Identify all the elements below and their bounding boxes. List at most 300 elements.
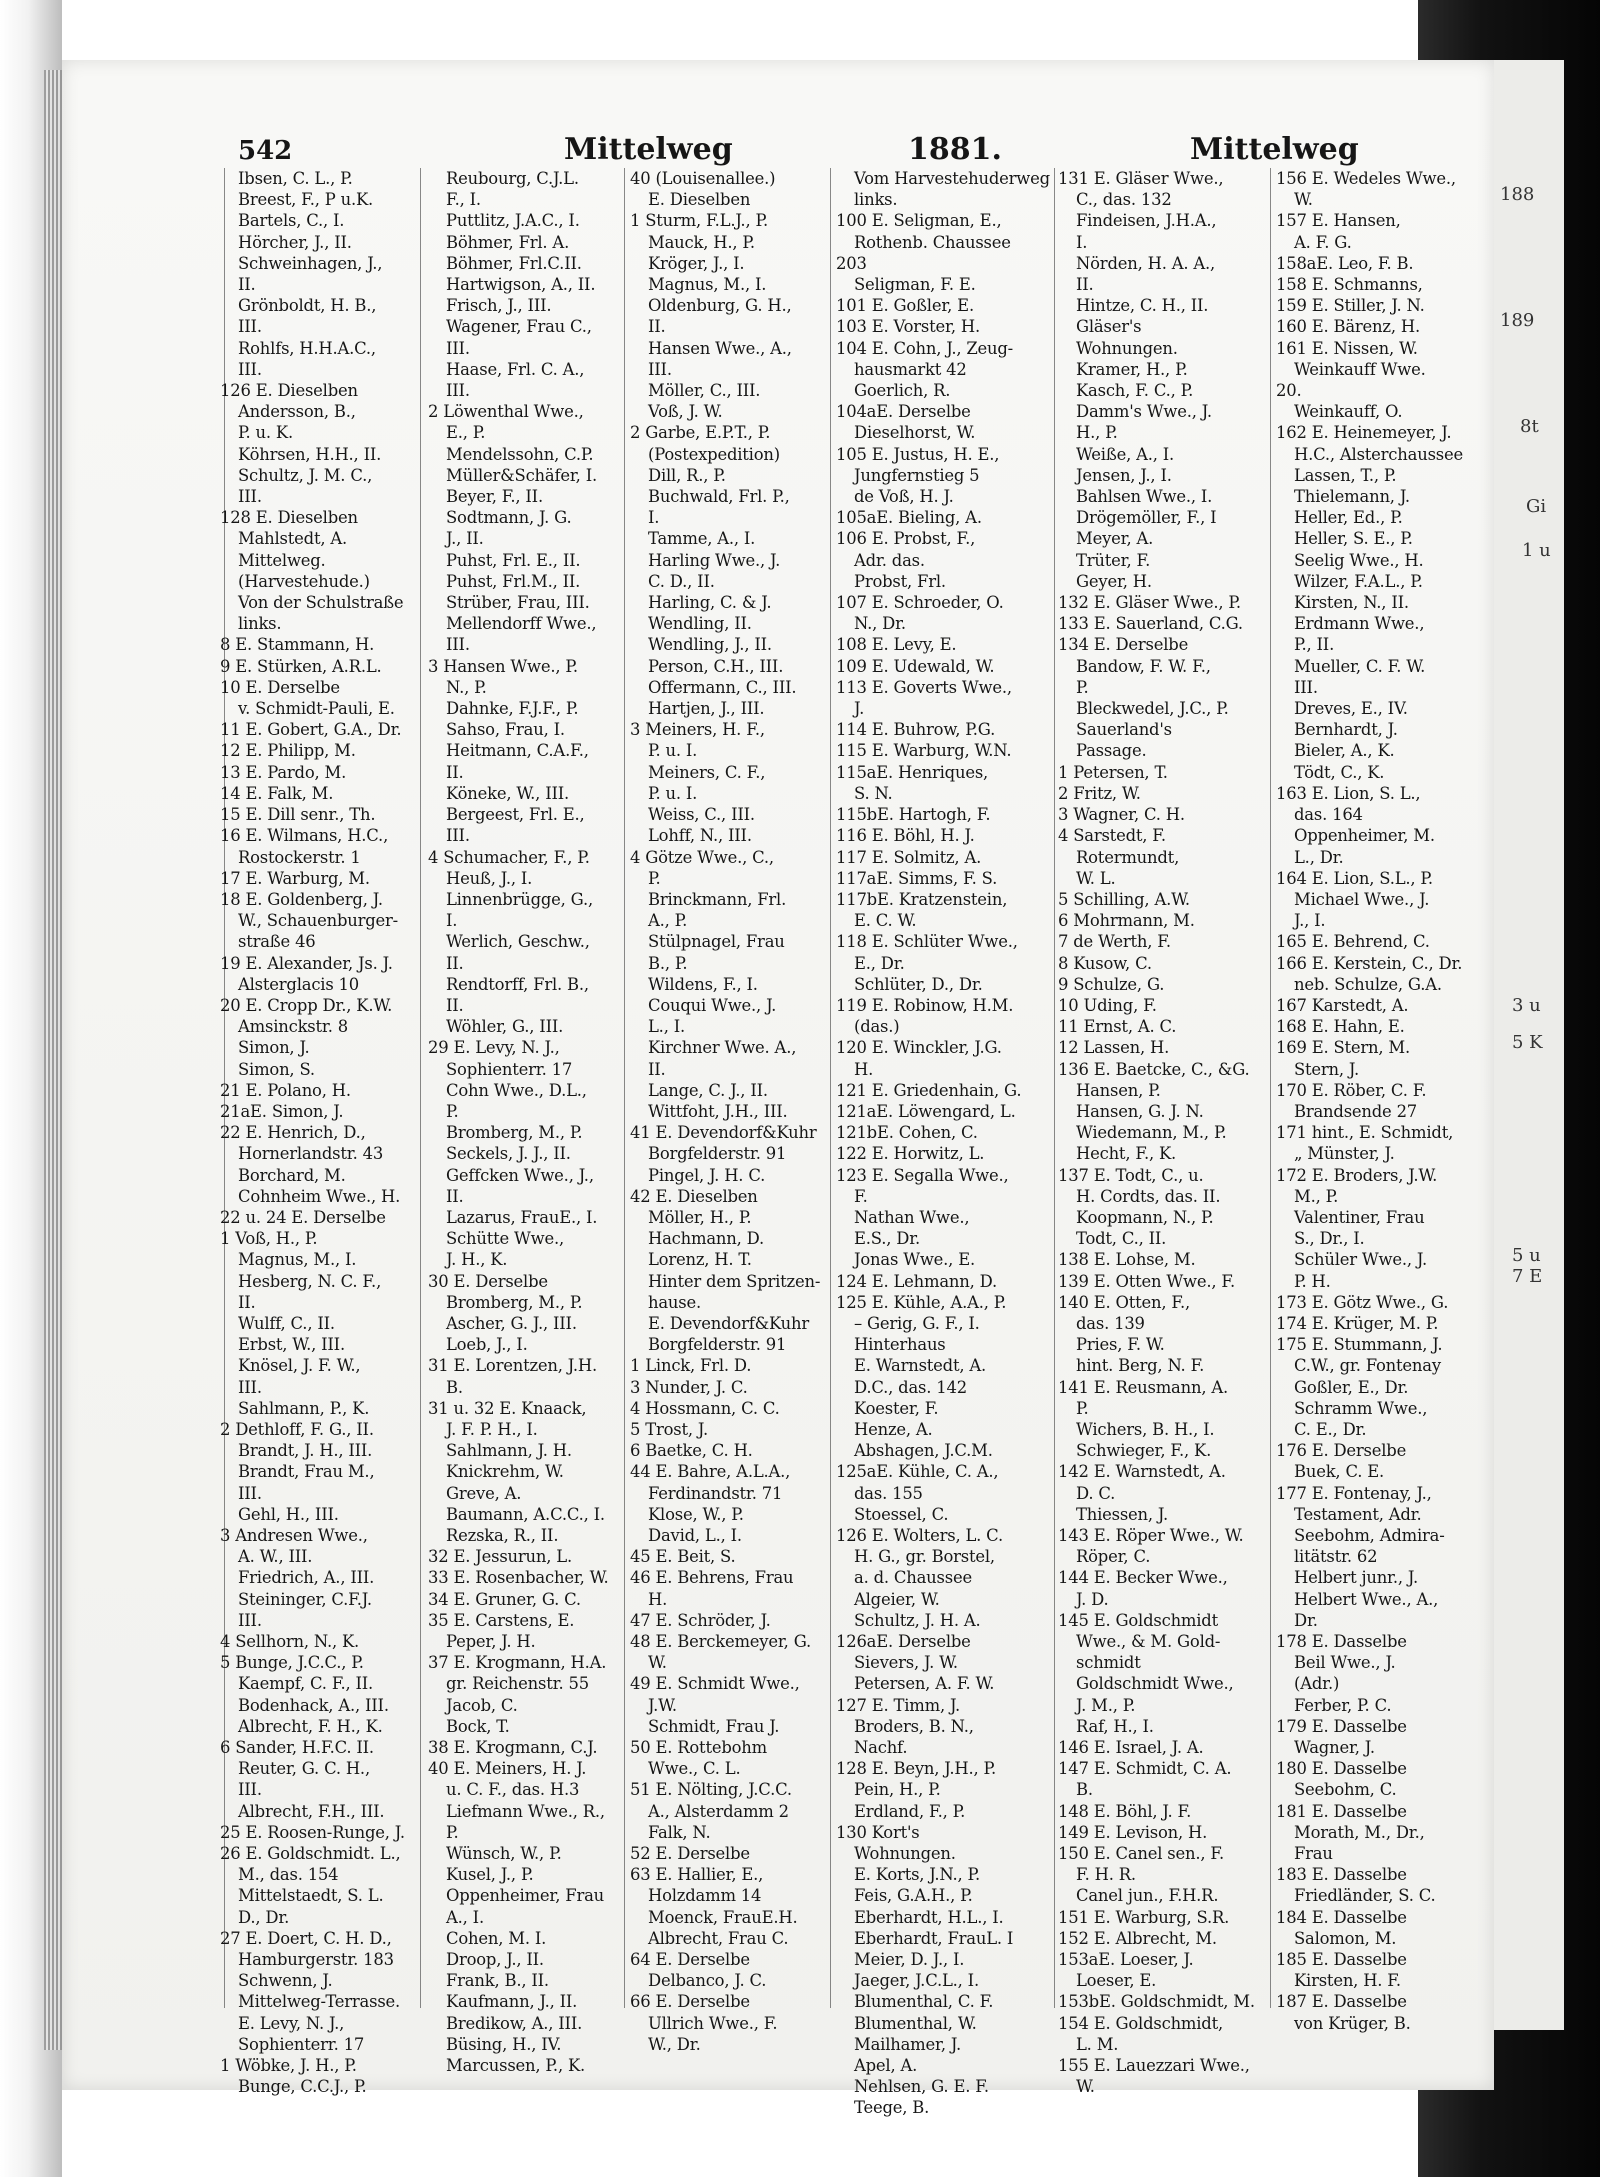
- directory-entry: Meier, D. J., I.: [854, 1950, 965, 1970]
- directory-entry: Köhrsen, H.H., II.: [238, 444, 382, 464]
- directory-entry: 31 u. 32 E. Knaack,: [428, 1398, 587, 1418]
- directory-entry: Tamme, A., I.: [648, 529, 756, 549]
- directory-entry: 144 E. Becker Wwe.,: [1058, 1568, 1228, 1588]
- column-divider: [1054, 168, 1055, 2008]
- directory-entry: Alsterglacis 10: [238, 974, 360, 994]
- directory-entry: 17 E. Warburg, M.: [220, 868, 370, 888]
- directory-entry: 171 hint., E. Schmidt,: [1276, 1123, 1454, 1143]
- directory-entry: H. G., gr. Borstel,: [854, 1547, 995, 1567]
- directory-entry: Dr.: [1294, 1610, 1318, 1630]
- directory-entry: 149 E. Levison, H.: [1058, 1822, 1208, 1842]
- page-number: 542: [238, 136, 293, 166]
- directory-entry: Bredikow, A., III.: [446, 2013, 583, 2033]
- directory-entry: Pries, F. W.: [1076, 1335, 1165, 1355]
- directory-entry: 162 E. Heinemeyer, J.: [1276, 423, 1452, 443]
- directory-entry: Simon, J.: [238, 1038, 310, 1058]
- directory-entry: 166 E. Kerstein, C., Dr.: [1276, 953, 1463, 973]
- directory-entry: Bahlsen Wwe., I.: [1076, 487, 1213, 507]
- directory-entry: Schramm Wwe.,: [1294, 1398, 1428, 1418]
- directory-entry: Hansen, P.: [1076, 1080, 1161, 1100]
- directory-entry: Bergeest, Frl. E.,: [446, 805, 585, 825]
- directory-entry: Wendling, II.: [648, 614, 752, 634]
- directory-entry: C., das. 132: [1076, 190, 1172, 210]
- directory-entry: Goerlich, R.: [854, 381, 951, 401]
- directory-entry: Knösel, J. F. W.,: [238, 1356, 361, 1376]
- directory-entry: Wohnungen.: [1076, 338, 1178, 358]
- directory-entry: II.: [238, 1292, 256, 1312]
- directory-entry: 49 E. Schmidt Wwe.,: [630, 1674, 800, 1694]
- directory-entry: Friedländer, S. C.: [1294, 1886, 1436, 1906]
- directory-entry: 121aE. Löwengard, L.: [836, 1101, 1016, 1121]
- directory-entry: Brandsende 27: [1294, 1101, 1418, 1121]
- directory-entry: (Adr.): [1294, 1674, 1340, 1694]
- directory-entry: 66 E. Derselbe: [630, 1992, 750, 2012]
- directory-entry: 103 E. Vorster, H.: [836, 317, 980, 337]
- directory-entry: 155 E. Lauezzari Wwe.,: [1058, 2056, 1250, 2076]
- directory-entry: a. d. Chaussee: [854, 1568, 972, 1588]
- directory-entry: II.: [238, 275, 256, 295]
- directory-entry: 121 E. Griedenhain, G.: [836, 1080, 1022, 1100]
- directory-entry: Sahso, Frau, I.: [446, 720, 565, 740]
- directory-entry: Buchwald, Frl. P.,: [648, 487, 790, 507]
- directory-entry: 159 E. Stiller, J. N.: [1276, 296, 1425, 316]
- directory-entry: Raf, H., I.: [1076, 1716, 1154, 1736]
- directory-entry: Möller, C., III.: [648, 381, 761, 401]
- directory-entry: 187 E. Dasselbe: [1276, 1992, 1407, 2012]
- directory-entry: B., P.: [648, 953, 688, 973]
- directory-entry: Loeb, J., I.: [446, 1335, 528, 1355]
- directory-entry: Hesberg, N. C. F.,: [238, 1271, 382, 1291]
- directory-entry: Lange, C. J., II.: [648, 1080, 768, 1100]
- directory-entry: 165 E. Behrend, C.: [1276, 932, 1430, 952]
- directory-entry: links.: [854, 190, 898, 210]
- directory-entry: Offermann, C., III.: [648, 677, 797, 697]
- directory-entry: Albrecht, Frau C.: [648, 1928, 789, 1948]
- directory-entry: 156 E. Wedeles Wwe.,: [1276, 169, 1456, 188]
- directory-entry: Trüter, F.: [1076, 550, 1151, 570]
- directory-entry: Kirsten, N., II.: [1294, 593, 1409, 613]
- directory-entry: Kirchner Wwe. A.,: [648, 1038, 797, 1058]
- directory-entry: straße 46: [238, 932, 316, 952]
- directory-entry: 172 E. Broders, J.W.: [1276, 1165, 1438, 1185]
- directory-entry: Borgfelderstr. 91: [648, 1144, 787, 1164]
- directory-entry: Schweinhagen, J.,: [238, 253, 383, 273]
- directory-entry: Kramer, H., P.: [1076, 359, 1188, 379]
- directory-entry: 32 E. Jessurun, L.: [428, 1547, 572, 1567]
- directory-entry: Testament, Adr.: [1294, 1504, 1422, 1524]
- directory-entry: Nachf.: [854, 1738, 908, 1758]
- directory-entry: P. H.: [1294, 1271, 1331, 1291]
- directory-entry: Voß, J. W.: [648, 402, 723, 422]
- directory-entry: E. Dieselben: [648, 190, 751, 210]
- directory-entry: Wichers, B. H., I.: [1076, 1419, 1215, 1439]
- directory-entry: 169 E. Stern, M.: [1276, 1038, 1410, 1058]
- directory-entry: Dreves, E., IV.: [1294, 699, 1408, 719]
- directory-entry: Albrecht, F.H., III.: [238, 1801, 385, 1821]
- directory-entry: 101 E. Goßler, E.: [836, 296, 974, 316]
- directory-entry: 115bE. Hartogh, F.: [836, 805, 991, 825]
- directory-entry: Lohff, N., III.: [648, 826, 752, 846]
- directory-entry: Passage.: [1076, 741, 1147, 761]
- directory-entry: 163 E. Lion, S. L.,: [1276, 783, 1421, 803]
- next-page-fragment: [1494, 60, 1564, 2030]
- directory-entry: Eberhardt, FrauL. I: [854, 1928, 1014, 1948]
- directory-entry: 160 E. Bärenz, H.: [1276, 317, 1420, 337]
- directory-entry: 20.: [1276, 381, 1302, 401]
- directory-entry: 161 E. Nissen, W.: [1276, 338, 1418, 358]
- directory-entry: Möller, H., P.: [648, 1207, 752, 1227]
- directory-entry: Heitmann, C.A.F.,: [446, 741, 589, 761]
- directory-entry: III.: [446, 635, 470, 655]
- directory-entry: Stern, J.: [1294, 1059, 1360, 1079]
- directory-entry: Harling, C. & J.: [648, 593, 772, 613]
- directory-entry: 117bE. Kratzenstein,: [836, 889, 1008, 909]
- directory-entry: 35 E. Carstens, E.: [428, 1610, 575, 1630]
- edge-number: 7 E: [1512, 1266, 1543, 1287]
- directory-entry: 34 E. Gruner, G. C.: [428, 1589, 581, 1609]
- directory-entry: Seelig Wwe., H.: [1294, 550, 1424, 570]
- directory-entry: Hachmann, D.: [648, 1229, 765, 1249]
- directory-entry: Bromberg, M., P.: [446, 1292, 583, 1312]
- edge-number: 188: [1500, 184, 1535, 205]
- directory-entry: Röper, C.: [1076, 1547, 1151, 1567]
- directory-entry: Bartels, C., I.: [238, 211, 345, 231]
- directory-entry: 4 Hossmann, C. C.: [630, 1398, 780, 1418]
- directory-entry: Geffcken Wwe., J.,: [446, 1165, 594, 1185]
- directory-entry: J.: [854, 699, 865, 719]
- directory-entry: Seckels, J. J., II.: [446, 1144, 571, 1164]
- street-title-left: Mittelweg: [564, 132, 733, 167]
- directory-entry: 154 E. Goldschmidt,: [1058, 2013, 1223, 2033]
- directory-entry: Nathan Wwe.,: [854, 1207, 970, 1227]
- directory-entry: (das.): [854, 1017, 900, 1037]
- directory-entry: E., Dr.: [854, 953, 905, 973]
- directory-entry: v. Schmidt-Pauli, E.: [238, 699, 395, 719]
- directory-entry: Ferdinandstr. 71: [648, 1483, 783, 1503]
- edge-number: 1 u: [1522, 540, 1551, 561]
- directory-entry: 104aE. Derselbe: [836, 402, 971, 422]
- directory-entry: das. 155: [854, 1483, 923, 1503]
- directory-entry: J. D.: [1076, 1589, 1109, 1609]
- directory-entry: 184 E. Dasselbe: [1276, 1907, 1407, 1927]
- directory-entry: Simon, S.: [238, 1059, 315, 1079]
- directory-entry: 131 E. Gläser Wwe.,: [1058, 169, 1224, 188]
- directory-entry: Sodtmann, J. G.: [446, 508, 572, 528]
- directory-entry: Koester, F.: [854, 1398, 939, 1418]
- directory-entry: 140 E. Otten, F.,: [1058, 1292, 1191, 1312]
- directory-entry: Wittfoht, J.H., III.: [648, 1101, 788, 1121]
- directory-entry: Morath, M., Dr.,: [1294, 1822, 1425, 1842]
- directory-entry: 2 Löwenthal Wwe.,: [428, 402, 584, 422]
- directory-entry: neb. Schulze, G.A.: [1294, 974, 1442, 994]
- directory-entry: 1 Voß, H., P.: [220, 1229, 318, 1249]
- directory-entry: 4 Götze Wwe., C.,: [630, 847, 774, 867]
- directory-entry: 177 E. Fontenay, J.,: [1276, 1483, 1432, 1503]
- directory-entry: P.: [446, 1822, 459, 1842]
- directory-entry: Pein, H., P.: [854, 1780, 941, 1800]
- directory-entry: E.S., Dr.: [854, 1229, 921, 1249]
- directory-entry: hint. Berg, N. F.: [1076, 1356, 1205, 1376]
- directory-entry: Kirsten, H. F.: [1294, 1971, 1401, 1991]
- directory-entry: Hintze, C. H., II.: [1076, 296, 1209, 316]
- directory-entry: Sievers, J. W.: [854, 1653, 958, 1673]
- directory-entry: Michael Wwe., J.: [1294, 889, 1430, 909]
- directory-entry: Weiss, C., III.: [648, 805, 755, 825]
- directory-entry: Marcussen, P., K.: [446, 2056, 586, 2076]
- directory-entry: 5 Trost, J.: [630, 1419, 708, 1439]
- directory-entry: E. Warnstedt, A.: [854, 1356, 987, 1376]
- directory-entry: A., I.: [446, 1907, 484, 1927]
- directory-entry: Frank, B., II.: [446, 1971, 549, 1991]
- directory-entry: Weinkauff, O.: [1294, 402, 1403, 422]
- directory-entry: 46 E. Behrens, Frau: [630, 1568, 794, 1588]
- directory-entry: Rothenb. Chaussee: [854, 232, 1011, 252]
- directory-entry: Mellendorff Wwe.,: [446, 614, 597, 634]
- directory-entry: 47 E. Schröder, J.: [630, 1610, 771, 1630]
- directory-entry: 3 Andresen Wwe.,: [220, 1526, 368, 1545]
- directory-entry: Canel jun., F.H.R.: [1076, 1886, 1219, 1906]
- directory-entry: 147 E. Schmidt, C. A.: [1058, 1759, 1232, 1779]
- directory-entry: Teege, B.: [854, 2098, 930, 2118]
- directory-entry: III.: [238, 317, 262, 337]
- directory-entry: Sophienterr. 17: [238, 2034, 365, 2054]
- directory-entry: Hinterhaus: [854, 1335, 946, 1355]
- directory-entry: C. D., II.: [648, 571, 715, 591]
- directory-entry: 128 E. Dieselben: [220, 508, 358, 528]
- directory-entry: III.: [648, 359, 672, 379]
- directory-entry: 137 E. Todt, C., u.: [1058, 1165, 1204, 1185]
- directory-entry: 4 Schumacher, F., P.: [428, 847, 590, 867]
- directory-entry: 2 Fritz, W.: [1058, 783, 1141, 803]
- directory-entry: Moenck, FrauE.H.: [648, 1907, 798, 1927]
- directory-entry: Schwieger, F., K.: [1076, 1441, 1212, 1461]
- directory-entry: Jaeger, J.C.L., I.: [854, 1971, 979, 1991]
- directory-entry: M., das. 154: [238, 1865, 339, 1885]
- directory-entry: 138 E. Lohse, M.: [1058, 1250, 1196, 1270]
- directory-entry: Wulff, C., II.: [238, 1313, 335, 1333]
- directory-entry: P.: [1076, 1398, 1089, 1418]
- directory-entry: 130 Kort's: [836, 1822, 920, 1842]
- directory-entry: Henze, A.: [854, 1419, 933, 1439]
- directory-entry: J. H., K.: [446, 1250, 508, 1270]
- directory-entry: Ferber, P. C.: [1294, 1695, 1392, 1715]
- directory-entry: Weinkauff Wwe.: [1294, 359, 1426, 379]
- directory-entry: J.W.: [648, 1695, 677, 1715]
- directory-entry: (Harvestehude.): [238, 571, 370, 591]
- directory-entry: 134 E. Derselbe: [1058, 635, 1189, 655]
- directory-entry: Hornerlandstr. 43: [238, 1144, 384, 1164]
- directory-entry: 203: [836, 253, 867, 273]
- directory-entry: 121bE. Cohen, C.: [836, 1123, 978, 1143]
- directory-entry: Gläser's: [1076, 317, 1142, 337]
- directory-entry: Jonas Wwe., E.: [854, 1250, 975, 1270]
- directory-entry: 64 E. Derselbe: [630, 1950, 750, 1970]
- directory-entry: das. 139: [1076, 1313, 1145, 1333]
- directory-entry: 133 E. Sauerland, C.G.: [1058, 614, 1243, 634]
- directory-entry: 1 Petersen, T.: [1058, 762, 1168, 782]
- directory-entry: 16 E. Wilmans, H.C.,: [220, 826, 389, 846]
- directory-entry: Borgfelderstr. 91: [648, 1335, 787, 1355]
- directory-entry: 127 E. Timm, J.: [836, 1695, 961, 1715]
- directory-entry: 109 E. Udewald, W.: [836, 656, 995, 676]
- directory-entry: Bromberg, M., P.: [446, 1123, 583, 1143]
- edge-number: 5 u: [1512, 1245, 1541, 1266]
- directory-entry: Person, C.H., III.: [648, 656, 784, 676]
- directory-entry: 118 E. Schlüter Wwe.,: [836, 932, 1018, 952]
- directory-entry: Bunge, C.C.J., P.: [238, 2077, 367, 2097]
- directory-entry: Bandow, F. W. F.,: [1076, 656, 1211, 676]
- directory-entry: Rohlfs, H.H.A.C.,: [238, 338, 376, 358]
- directory-entry: 105 E. Justus, H. E.,: [836, 444, 1000, 464]
- directory-entry: 116 E. Böhl, H. J.: [836, 826, 975, 846]
- directory-entry: Bleckwedel, J.C., P.: [1076, 699, 1229, 719]
- directory-entry: Wendling, J., II.: [648, 635, 772, 655]
- directory-entry: Mittelstaedt, S. L.: [238, 1886, 384, 1906]
- directory-entry: Bodenhack, A., III.: [238, 1695, 389, 1715]
- directory-entry: 148 E. Böhl, J. F.: [1058, 1801, 1192, 1821]
- directory-entry: Bernhardt, J.: [1294, 720, 1398, 740]
- directory-entry: Holzdamm 14: [648, 1886, 762, 1906]
- directory-entry: Lazarus, FrauE., I.: [446, 1207, 598, 1227]
- directory-entry: links.: [238, 614, 282, 634]
- directory-entry: Lassen, T., P.: [1294, 465, 1397, 485]
- directory-entry: Wohnungen.: [854, 1844, 956, 1864]
- directory-entry: J., II.: [446, 529, 484, 549]
- directory-entry: Loeser, E.: [1076, 1971, 1157, 1991]
- directory-entry: P.: [446, 1101, 459, 1121]
- directory-entry: Heller, Ed., P.: [1294, 508, 1403, 528]
- directory-entry: Cohnheim Wwe., H.: [238, 1186, 401, 1206]
- directory-entry: F. H. R.: [1076, 1865, 1136, 1885]
- directory-entry: Todt, C., II.: [1076, 1229, 1167, 1249]
- directory-entry: Borchard, M.: [238, 1165, 346, 1185]
- directory-entry: 120 E. Winckler, J.G.: [836, 1038, 1002, 1058]
- directory-entry: 30 E. Derselbe: [428, 1271, 548, 1291]
- directory-entry: 27 E. Doert, C. H. D.,: [220, 1928, 392, 1948]
- directory-entry: Kusel, J., P.: [446, 1865, 534, 1885]
- edge-number: 8t: [1520, 416, 1539, 437]
- directory-entry: 51 E. Nölting, J.C.C.: [630, 1780, 792, 1800]
- directory-entry: Mailhamer, J.: [854, 2034, 961, 2054]
- directory-entry: N., Dr.: [854, 614, 906, 634]
- directory-entry: litätstr. 62: [1294, 1547, 1378, 1567]
- directory-entry: Andersson, B.,: [238, 402, 356, 422]
- directory-entry: A. F. G.: [1294, 232, 1352, 252]
- directory-entry: 125 E. Kühle, A.A., P.: [836, 1292, 1007, 1312]
- directory-entry: 139 E. Otten Wwe., F.: [1058, 1271, 1235, 1291]
- directory-entry: Müller&Schäfer, I.: [446, 465, 597, 485]
- directory-entry: „ Münster, J.: [1294, 1144, 1395, 1164]
- directory-entry: schmidt: [1076, 1653, 1141, 1673]
- directory-entry: C. E., Dr.: [1294, 1419, 1367, 1439]
- directory-entry: 12 Lassen, H.: [1058, 1038, 1170, 1058]
- directory-entry: 176 E. Derselbe: [1276, 1441, 1407, 1461]
- directory-entry: 5 Schilling, A.W.: [1058, 889, 1190, 909]
- directory-entry: F., I.: [446, 190, 481, 210]
- directory-entry: 5 Bunge, J.C.C., P.: [220, 1653, 364, 1673]
- directory-entry: Friedrich, A., III.: [238, 1568, 375, 1588]
- directory-entry: III.: [238, 1780, 262, 1800]
- directory-entry: Dahnke, F.J.F., P.: [446, 699, 579, 719]
- directory-entry: Helbert junr., J.: [1294, 1568, 1419, 1588]
- directory-entry: Steininger, C.F.J.: [238, 1589, 372, 1609]
- directory-entry: 152 E. Albrecht, M.: [1058, 1928, 1217, 1948]
- directory-entry: Schütte Wwe.,: [446, 1229, 565, 1249]
- directory-entry: Magnus, M., I.: [648, 275, 767, 295]
- directory-entry: 158aE. Leo, F. B.: [1276, 253, 1414, 273]
- directory-column-6: [1276, 168, 1486, 2033]
- directory-entry: 3 Wagner, C. H.: [1058, 805, 1185, 825]
- directory-entry: 22 E. Henrich, D.,: [220, 1123, 366, 1143]
- directory-entry: Valentiner, Frau: [1294, 1207, 1425, 1227]
- directory-entry: Thielemann, J.: [1294, 487, 1410, 507]
- directory-entry: Kaufmann, J., II.: [446, 1992, 578, 2012]
- directory-entry: Ullrich Wwe., F.: [648, 2013, 778, 2033]
- directory-entry: Rostockerstr. 1: [238, 847, 361, 867]
- directory-entry: 153bE. Goldschmidt, M.: [1058, 1992, 1255, 2012]
- directory-entry: 106 E. Probst, F.,: [836, 529, 976, 549]
- directory-entry: Apel, A.: [854, 2056, 918, 2076]
- directory-entry: 11 Ernst, A. C.: [1058, 1017, 1177, 1037]
- directory-entry: A., Alsterdamm 2: [648, 1801, 789, 1821]
- directory-entry: 63 E. Hallier, E.,: [630, 1865, 764, 1885]
- column-divider: [830, 168, 831, 2008]
- directory-entry: Buek, C. E.: [1294, 1462, 1385, 1482]
- directory-entry: Weiße, A., I.: [1076, 444, 1175, 464]
- directory-entry: 40 E. Meiners, H. J.: [428, 1759, 587, 1779]
- directory-entry: 18 E. Goldenberg, J.: [220, 889, 383, 909]
- directory-entry: Schüler Wwe., J.: [1294, 1250, 1428, 1270]
- directory-entry: 124 E. Lehmann, D.: [836, 1271, 998, 1291]
- directory-entry: 117 E. Solmitz, A.: [836, 847, 982, 867]
- edge-number: 3 u: [1512, 995, 1541, 1016]
- directory-entry: Oldenburg, G. H.,: [648, 296, 792, 316]
- directory-entry: Geyer, H.: [1076, 571, 1152, 591]
- directory-entry: 1 Linck, Frl. D.: [630, 1356, 752, 1376]
- directory-entry: M., P.: [1294, 1186, 1339, 1206]
- directory-entry: Brandt, J. H., III.: [238, 1441, 373, 1461]
- directory-entry: 128 E. Beyn, J.H., P.: [836, 1759, 997, 1779]
- directory-entry: III.: [238, 1483, 262, 1503]
- directory-entry: 104 E. Cohn, J., Zeug-: [836, 338, 1014, 358]
- directory-entry: Tödt, C., K.: [1294, 762, 1385, 782]
- directory-entry: 9 Schulze, G.: [1058, 974, 1165, 994]
- directory-entry: Helbert Wwe., A.,: [1294, 1589, 1439, 1609]
- directory-entry: Meyer, A.: [1076, 529, 1154, 549]
- directory-entry: gr. Reichenstr. 55: [446, 1674, 589, 1694]
- column-divider: [1270, 168, 1271, 2008]
- directory-entry: 153aE. Loeser, J.: [1058, 1950, 1194, 1970]
- column-divider: [420, 168, 421, 2008]
- directory-entry: Knickrehm, W.: [446, 1462, 564, 1482]
- directory-entry: Mueller, C. F. W.: [1294, 656, 1426, 676]
- directory-entry: 108 E. Levy, E.: [836, 635, 957, 655]
- directory-entry: 168 E. Hahn, E.: [1276, 1017, 1405, 1037]
- directory-entry: Heller, S. E., P.: [1294, 529, 1413, 549]
- directory-entry: 119 E. Robinow, H.M.: [836, 995, 1014, 1015]
- directory-entry: Ascher, G. J., III.: [446, 1313, 577, 1333]
- directory-entry: H., P.: [1076, 423, 1118, 443]
- directory-entry: P.: [1076, 677, 1089, 697]
- directory-entry: Schultz, J. H. A.: [854, 1610, 981, 1630]
- edge-number: 5 K: [1512, 1032, 1543, 1053]
- directory-column-1: [220, 168, 418, 2097]
- directory-entry: 6 Mohrmann, M.: [1058, 911, 1195, 931]
- directory-entry: Eberhardt, H.L., I.: [854, 1907, 1004, 1927]
- directory-entry: L., Dr.: [1294, 847, 1344, 867]
- directory-entry: 8 E. Stammann, H.: [220, 635, 375, 655]
- directory-entry: Peper, J. H.: [446, 1632, 536, 1652]
